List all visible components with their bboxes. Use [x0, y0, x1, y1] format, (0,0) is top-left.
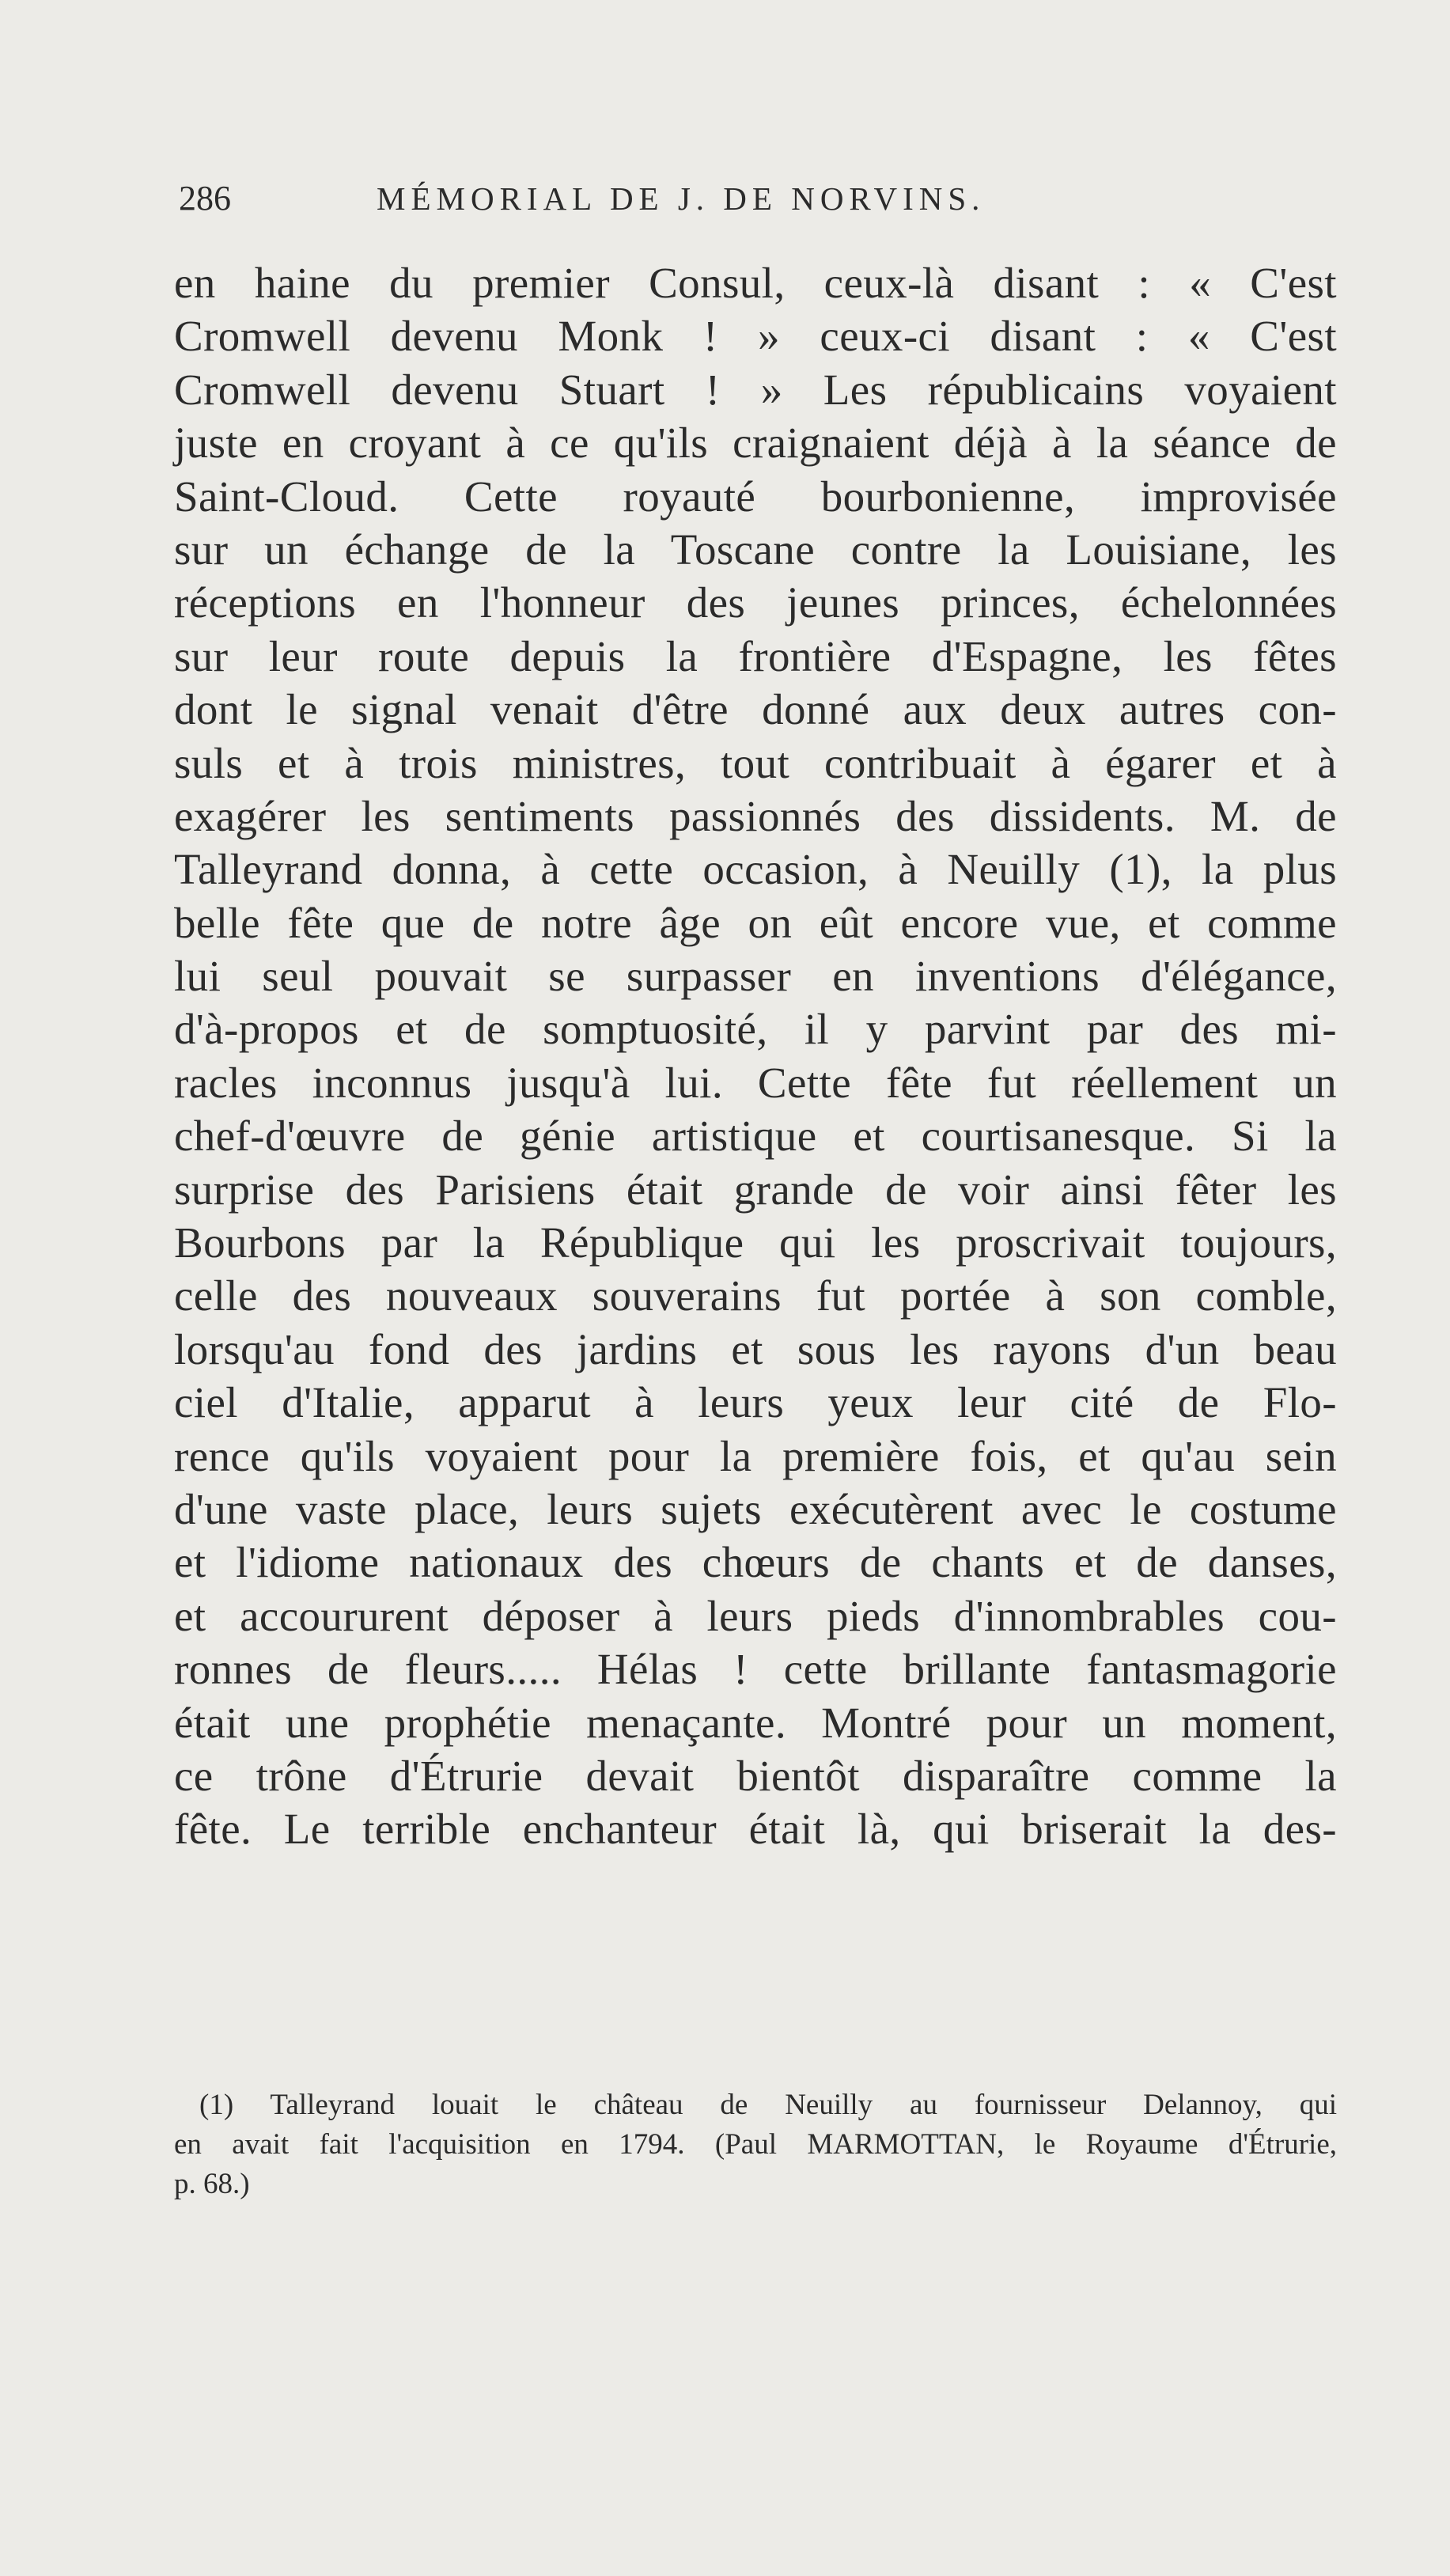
text-line: Saint-Cloud. Cette royauté bourbonienne, improvisée: [174, 472, 1337, 521]
page-number: 286: [179, 179, 231, 218]
text-line: surprise des Parisiens était grande de voir ainsi fêter les: [174, 1165, 1337, 1214]
text-line: Bourbons par la République qui les proscrivait toujours,: [174, 1218, 1337, 1267]
text-line: suls et à trois ministres, tout contribuait à égarer et à: [174, 738, 1337, 787]
text-line: fête. Le terrible enchanteur était là, qui briserait la des-: [174, 1805, 1337, 1854]
text-line: ronnes de fleurs..... Hélas ! cette brillante fantasmagorie: [174, 1645, 1337, 1694]
text-line: Cromwell devenu Monk ! » ceux-ci disant : « C'est: [174, 312, 1337, 361]
footnote-line: p. 68.): [174, 2168, 250, 2200]
text-line: chef-d'œuvre de génie artistique et courtisanesque. Si la: [174, 1112, 1337, 1161]
text-line: d'une vaste place, leurs sujets exécutèrent avec le costume: [174, 1484, 1337, 1533]
footnote: [174, 2085, 1337, 2204]
text-line: belle fête que de notre âge on eût encore vue, et comme: [174, 898, 1337, 947]
text-line: et accoururent déposer à leurs pieds d'innombrables cou-: [174, 1591, 1337, 1640]
text-line: Cromwell devenu Stuart ! » Les républicains voyaient: [174, 365, 1337, 414]
text-line: ce trône d'Étrurie devait bientôt disparaître comme la: [174, 1751, 1337, 1800]
text-line: réceptions en l'honneur des jeunes princes, échelonnées: [174, 578, 1337, 627]
text-line: ciel d'Italie, apparut à leurs yeux leur cité de Flo-: [174, 1378, 1337, 1427]
text-line: lui seul pouvait se surpasser en inventions d'élégance,: [174, 952, 1337, 1001]
body-text: [174, 256, 1337, 1856]
text-line: sur leur route depuis la frontière d'Espagne, les fêtes: [174, 631, 1337, 680]
text-line: en haine du premier Consul, ceux-là disant : « C'est: [174, 259, 1337, 307]
text-line: dont le signal venait d'être donné aux deux autres con-: [174, 685, 1337, 734]
text-line: exagérer les sentiments passionnés des dissidents. M. de: [174, 791, 1337, 840]
text-line: lorsqu'au fond des jardins et sous les rayons d'un beau: [174, 1324, 1337, 1373]
page-header: [0, 175, 1450, 222]
text-line: sur un échange de la Toscane contre la Louisiane, les: [174, 525, 1337, 574]
running-title: MÉMORIAL DE J. DE NORVINS.: [377, 180, 986, 217]
text-line: juste en croyant à ce qu'ils craignaient déjà à la séance de: [174, 419, 1337, 468]
footnote-line: (1) Talleyrand louait le château de Neuilly au fournisseur Delannoy, qui: [199, 2089, 1337, 2121]
text-line: celle des nouveaux souverains fut portée à son comble,: [174, 1271, 1337, 1320]
text-line: rence qu'ils voyaient pour la première fois, et qu'au sein: [174, 1431, 1337, 1480]
text-line: d'à-propos et de somptuosité, il y parvint par des mi-: [174, 1005, 1337, 1054]
text-line: racles inconnus jusqu'à lui. Cette fête fut réellement un: [174, 1058, 1337, 1107]
text-line: et l'idiome nationaux des chœurs de chants et de danses,: [174, 1538, 1337, 1587]
text-line: était une prophétie menaçante. Montré pour un moment,: [174, 1698, 1337, 1747]
text-line: Talleyrand donna, à cette occasion, à Neuilly (1), la plus: [174, 845, 1337, 894]
footnote-line: en avait fait l'acquisition en 1794. (Paul MARMOTTAN, le Royaume d'Étrurie,: [174, 2128, 1337, 2161]
